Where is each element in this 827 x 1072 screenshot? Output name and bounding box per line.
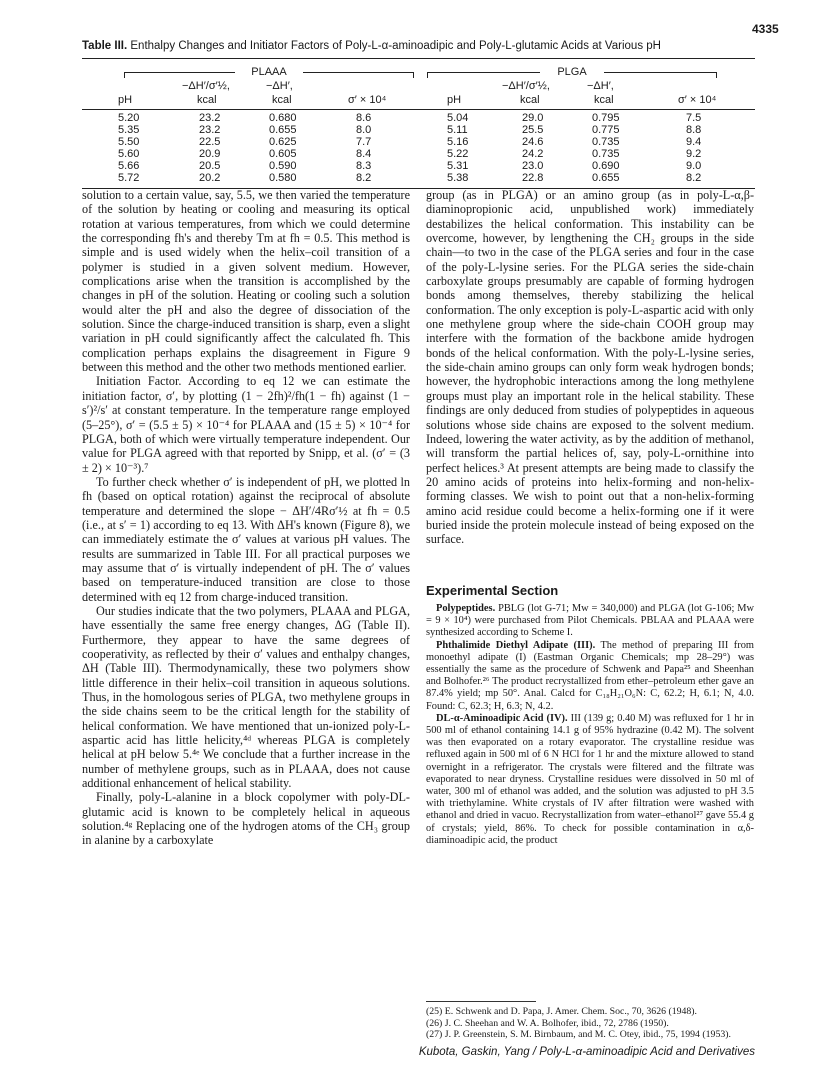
plaaa-dh-sigma-cell-6: 20.2: [199, 171, 221, 184]
plaaa-dh-sigma-cell-4: 20.9: [199, 147, 221, 160]
table-label: Table III.: [82, 40, 128, 52]
plaaa-head-sigma: σ′ × 10⁴: [348, 94, 387, 106]
plaaa-sigma-cell-4: 8.4: [356, 147, 372, 160]
plga-dh-sigma-cell-1: 29.0: [522, 112, 544, 124]
plaaa-dh-sigma-cell-2: 23.2: [199, 123, 221, 136]
left-paragraph-3: To further check whether σ′ is independent of pH, we plotted ln fh (based on optical rotation) against the reciprocal of absolute temperature and determined the slope − ΔH′/4Rσ′½ at fh = 0.5 (i.e., at s′ = 1) according to eq 13. With ΔH's known (Figure 8), we can immediately estimate the σ′ values at various pH values. The results are summarized in Table III. For all practical purposes we may assume that σ′ is virtually independent of pH. The σ′ values based on temperature-induced transition are close to those determined with eq 12 from charge-induced transition.: [82, 474, 410, 604]
exp-head-2: Phthalimide Diethyl Adipate (III).: [436, 639, 596, 651]
plaaa-ph-cell-5: 5.66: [118, 159, 140, 172]
plga-ph-cell-2: 5.11: [447, 123, 468, 136]
footnote-27: (27) J. P. Greenstein, S. M. Birnbaum, and M. C. Otey, ibid., 75, 1994 (1953).: [426, 1029, 731, 1041]
right-text-column: [426, 188, 754, 547]
plaaa-dh-cell-5: 0.590: [269, 159, 297, 172]
section-title: Experimental Section: [426, 583, 559, 598]
plaaa-sigma-cell-2: 8.0: [356, 123, 372, 136]
plga-ph-cell-6: 5.38: [447, 171, 469, 184]
exp-paragraph-3: [426, 713, 754, 847]
plga-sigma-cell-1: 7.5: [686, 112, 702, 124]
exp-head-3: DL-α-Aminoadipic Acid (IV).: [436, 712, 568, 724]
plga-head-ph: pH: [447, 94, 462, 106]
footnote-26: (26) J. C. Sheehan and W. A. Bolhofer, ibid., 72, 2786 (1950).: [426, 1017, 669, 1029]
plga-head-sigma: σ′ × 10⁴: [678, 94, 717, 106]
table-top-rule: [82, 58, 755, 59]
plga-head-dh-sigma: −ΔH′/σ′½,: [502, 80, 550, 92]
plaaa-head-kcal-2: kcal: [272, 94, 292, 106]
exp-text-2: The method of preparing III from monoethyl adipate (I) (Eastman Organic Chemicals; mp 28–29°) was essentially the same as the procedure of Schwenk and Papa²⁵ and Sheenhan and Bolhofer.²⁶ The product recrystallized from ether–petroleum ether gave an 87.4% yield; mp 50°. Anal. Calcd for C₁₈H₂₁O₆N: C, 62.2; H, 6.1; N, 4.0. Found: C, 62.3; H, 6.3; N, 4.2.: [426, 639, 754, 712]
exp-head-1: Polypeptides.: [436, 603, 496, 614]
group-label-plga: PLGA: [554, 66, 589, 78]
plaaa-head-dh-sigma: −ΔH′/σ′½,: [182, 80, 230, 92]
col-plga-sigma: [686, 113, 701, 184]
plaaa-dh-sigma-cell-1: 23.2: [199, 112, 221, 124]
footnotes: [426, 1006, 754, 1041]
left-paragraph-5: Finally, poly-L-alanine in a block copolymer with poly-DL-glutamic acid is known to be completely helical in aqueous solution.⁴ᵍ Replacing one of the hydrogen atoms of the CH₃ group in alanine by a carboxylate: [82, 790, 410, 848]
running-head: Kubota, Gaskin, Yang / Poly-L-α-aminoadipic Acid and Derivatives: [418, 1046, 755, 1058]
exp-text-3: III (139 g; 0.40 M) was refluxed for 1 hr in 500 ml of ethanol containing 14.1 g of 95% hydrazine (0.42 M). The solvent was then evaporated on a rotary evaporator. The crystalline residue was refluxed again in 500 ml of 6 N HCl for 1 hr and the mixture allowed to stand overnight in a refrigerator. The crystals were filtered and the filtrate was evaporated to near dryness. Crystalline residues were dissolved in 50 ml of water, 300 ml of ethanol was added, and the solution was adjusted to pH 3.5 with triethylamine. White crystals of IV after filtration were washed with ethanol and dried in vacuo. Recrystallization from water–ethanol²⁷ gave 55.4 g of crystals; yield, 86%. To check for possible contamination in α,δ-diaminoadipic acid, the product: [426, 712, 754, 846]
plaaa-head-dh: −ΔH′,: [266, 80, 293, 92]
plga-sigma-cell-2: 8.8: [686, 123, 702, 136]
left-paragraph-1: solution to a certain value, say, 5.5, we then varied the temperature of the solution by heating or cooling and measuring its optical rotation at various temperatures, from which we could determine the corresponding fh's and thereby Tm at fh = 0.5. This method is simple and is used widely when the helix–coil transition of a polymer is studied in a given solvent medium. However, complications arise when the transition is accomplished by the changes in pH of the solution. Heating or cooling such a solution would alter the pH and also the degree of dissociation of the solution. Since the charge-induced transition is sharp, even a slight variation in pH could significantly affect the calculated fh. This complication perhaps explains the disagreement in Figure 9 between this method and the other two methods mentioned earlier.: [82, 188, 410, 375]
left-text-column: [82, 188, 410, 848]
right-paragraph-1: group (as in PLGA) or an amino group (as in poly-L-α,β-diaminopropionic acid, unpublished work) immediately destabilizes the helical conformation. This instability can be overcome, however, by lengthening the CH₂ groups in the side chain—to two in the case of the PLGA series and four in the case of the poly-L-lysine series. For the PLGA series the side-chain carboxylate groups presumably are capable of forming hydrogen bonds among themselves, thereby stabilizing the helical conformation. The only exception is poly-L-aspartic acid with only one methylene group where the side-chain COOH group may interfere with the formation of the backbone amide hydrogen bonds of the helical conformation. With the poly-L-lysine series, the side-chain amino groups can only form weak hydrogen bonds; however, the hydrophobic interactions among the long methylene groups must play an important role in the helical stability. These findings are only deduced from studies of polypeptides in aqueous solutions whose side chains are exposed to the solvent medium. Indeed, lowering the water activity, as by the addition of methanol, will transform the partial helices of, say, poly-L-ornithine into perfect helices.³ At present attempts are being made to classify the 20 amino acids of proteins into helix-forming and non-helix-forming classes. We wish to point out that a non-helix-forming amino acid residue could become a helix-forming one if it were buried inside the protein molecule instead of being exposed on the surface.: [426, 188, 754, 547]
plga-head-kcal-2: kcal: [594, 94, 614, 106]
plga-sigma-cell-6: 8.2: [686, 171, 702, 184]
plga-dh-cell-2: 0.775: [592, 123, 620, 136]
plaaa-dh-cell-2: 0.655: [269, 123, 297, 136]
plga-dh-cell-4: 0.735: [592, 147, 620, 160]
plga-ph-cell-1: 5.04: [447, 112, 469, 124]
col-plaaa-dh: [269, 113, 297, 184]
footnote-25: (25) E. Schwenk and D. Papa, J. Amer. Chem. Soc., 70, 3626 (1948).: [426, 1006, 698, 1017]
table-caption: [82, 40, 762, 52]
plaaa-dh-cell-3: 0.625: [269, 135, 297, 148]
plaaa-ph-cell-1: 5.20: [118, 112, 140, 124]
plaaa-ph-cell-2: 5.35: [118, 123, 140, 136]
plga-dh-sigma-cell-3: 24.6: [522, 135, 544, 148]
plaaa-head-ph: pH: [118, 94, 133, 106]
plga-dh-cell-5: 0.690: [592, 159, 620, 172]
footnote-rule: [426, 1001, 536, 1002]
group-header-plga: [427, 66, 717, 78]
plaaa-ph-cell-6: 5.72: [118, 171, 140, 184]
plga-dh-cell-3: 0.735: [592, 135, 620, 148]
plga-sigma-cell-5: 9.0: [686, 159, 702, 172]
page-number: 4335: [752, 22, 779, 36]
plga-dh-sigma-cell-2: 25.5: [522, 123, 544, 136]
left-paragraph-2: Initiation Factor. According to eq 12 we can estimate the initiation factor, σ′, by plotting (1 − 2fh)²/fh(1 − fh) against (1 − s′)²/s′ at constant temperature. In the temperature range employed (5–25°), σ′ = (5.5 ± 5) × 10⁻⁴ for PLAAA and (15 ± 5) × 10⁻⁴ for PLGA, both of which were virtually temperature independent. Our value for PLGA agreed with that reported by Snipp, et al. (σ′ = (3 ± 2) × 10⁻³).⁷: [82, 374, 410, 475]
plaaa-head-kcal-1: kcal: [197, 94, 217, 106]
plaaa-dh-sigma-cell-5: 20.5: [199, 159, 221, 172]
plga-ph-cell-3: 5.16: [447, 135, 469, 148]
plaaa-sigma-cell-5: 8.3: [356, 159, 372, 172]
col-plga-dh: [592, 113, 620, 184]
plaaa-dh-cell-1: 0.680: [269, 112, 297, 124]
left-paragraph-4: Our studies indicate that the two polymers, PLAAA and PLGA, have essentially the same free energy changes, ΔG (Table II). Furthermore, they appear to have the same degrees of cooperativity, as reflected by their σ′ values and enthalpy changes, ΔH (Table III). Thermodynamically, these two polymers show little difference in their helix–coil transition in aqueous solutions. Thus, in the homologous series of PLGA, two methylene groups in the side chains seem to be the critical length for the stability of helical conformation. We have mentioned that un-ionized poly-L-aspartic acid has little helicity,⁴ᵈ whereas PLGA is completely helical at pH below 5.⁴ᵉ We conclude that a further increase in the number of methylene groups, such as in PLAAA, does not cause additional enhancement of helical stability.: [82, 603, 410, 791]
col-plga-dh-sigma: [522, 113, 543, 184]
plaaa-sigma-cell-3: 7.7: [356, 135, 372, 148]
plga-ph-cell-5: 5.31: [447, 159, 469, 172]
plga-sigma-cell-3: 9.4: [686, 135, 702, 148]
experimental-text: [426, 603, 754, 847]
table-header-rule: [82, 109, 755, 110]
plga-sigma-cell-4: 9.2: [686, 147, 702, 160]
plga-dh-sigma-cell-5: 23.0: [522, 159, 544, 172]
plga-dh-sigma-cell-6: 22.8: [522, 171, 544, 184]
plga-head-kcal-1: kcal: [520, 94, 540, 106]
plga-dh-sigma-cell-4: 24.2: [522, 147, 544, 160]
plga-ph-cell-4: 5.22: [447, 147, 469, 160]
plaaa-dh-cell-4: 0.605: [269, 147, 297, 160]
plaaa-dh-cell-6: 0.580: [269, 171, 297, 184]
plga-dh-cell-6: 0.655: [592, 171, 620, 184]
group-label-plaaa: PLAAA: [248, 66, 289, 78]
plga-head-dh: −ΔH′,: [587, 80, 614, 92]
group-header-plaaa: [124, 66, 414, 78]
exp-paragraph-2: [426, 640, 754, 713]
plaaa-sigma-cell-6: 8.2: [356, 171, 372, 184]
plaaa-sigma-cell-1: 8.6: [356, 112, 372, 124]
col-plga-ph: [447, 113, 468, 184]
exp-paragraph-1: [426, 603, 754, 640]
col-plaaa-ph: [118, 113, 139, 184]
plaaa-dh-sigma-cell-3: 22.5: [199, 135, 221, 148]
plaaa-ph-cell-3: 5.50: [118, 135, 140, 148]
table-caption-text: Enthalpy Changes and Initiator Factors of Poly-L-α-aminoadipic and Poly-L-glutamic Acids at Various pH: [130, 40, 661, 52]
col-plaaa-dh-sigma: [199, 113, 220, 184]
exp-text-1: PBLG (lot G-71; Mw = 340,000) and PLGA (lot G-106; Mw = 9 × 10⁴) were purchased from Pilot Chemicals. PBLAA and PLAAA were synthesized according to Scheme I.: [426, 603, 754, 639]
plaaa-ph-cell-4: 5.60: [118, 147, 140, 160]
col-plaaa-sigma: [356, 113, 371, 184]
plga-dh-cell-1: 0.795: [592, 112, 620, 124]
